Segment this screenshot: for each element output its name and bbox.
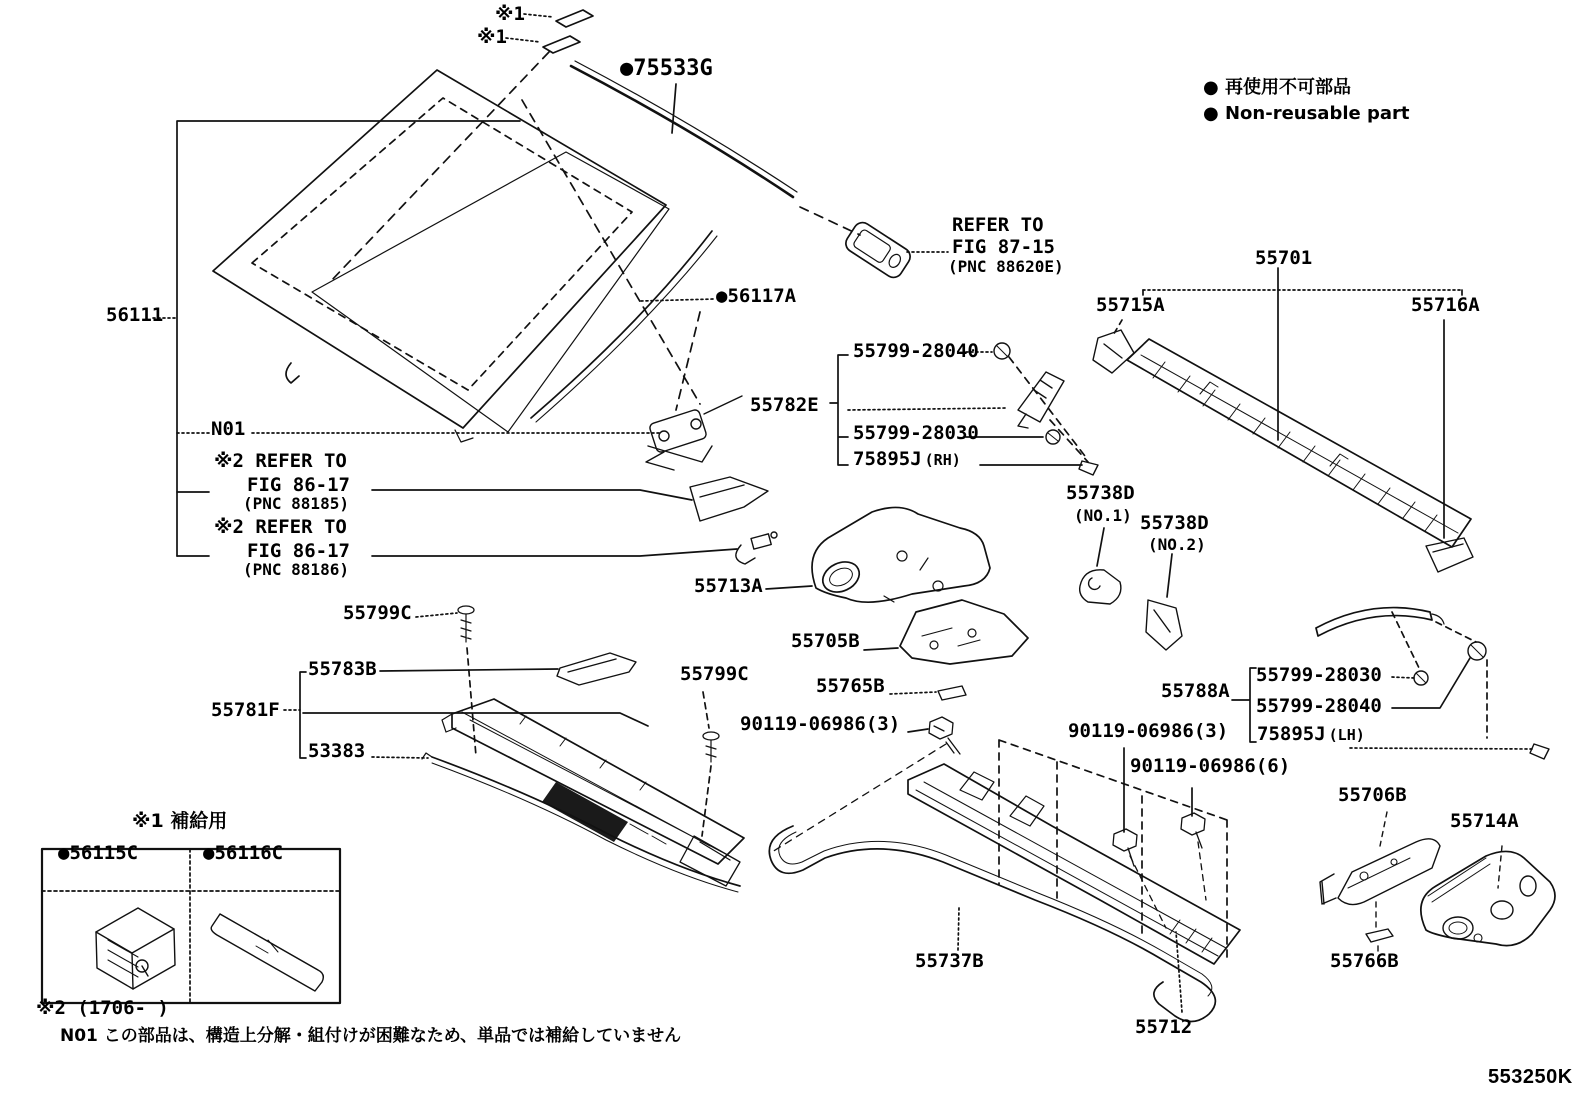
part-label-55799c-1: 55799C xyxy=(343,602,412,624)
part-label-90119-06986-3b: 90119-06986(3) xyxy=(1068,720,1229,742)
legend-nonreusable-en: ● Non-reusable part xyxy=(1203,103,1410,124)
part-label-55738d-no2: 55738D xyxy=(1140,512,1209,534)
supply-box-title: ※1 補給用 xyxy=(132,810,228,832)
bracket-56111-lines xyxy=(153,121,737,556)
part-label-55738d-no2-sub: (NO.2) xyxy=(1148,535,1206,554)
windshield-glass-drawing xyxy=(213,70,669,442)
legend-nonreusable-jp: ● 再使用不可部品 xyxy=(1203,77,1351,98)
part-label-55799-28030-lh: 55799-28030 xyxy=(1256,664,1382,686)
part-label-55738d-no1-sub: (NO.1) xyxy=(1074,506,1132,525)
wiper-link-drawing xyxy=(646,396,742,470)
part-label-56115c: ●56115C xyxy=(58,842,139,864)
part-label-55714a: 55714A xyxy=(1450,810,1519,832)
part-label-53383: 53383 xyxy=(308,740,366,762)
part-label-55713a: 55713A xyxy=(694,575,763,597)
part-label-90119-06986-6: 90119-06986(6) xyxy=(1130,755,1291,777)
strip-55783b-drawing xyxy=(380,653,636,685)
ref-fig8617b-pnc: (PNC 88186) xyxy=(243,560,349,579)
part-number: 75895J xyxy=(1257,723,1326,745)
cowl-side-panel-drawing xyxy=(766,507,990,602)
part-label-55715a: 55715A xyxy=(1096,294,1165,316)
part-label-55781f: 55781F xyxy=(211,699,280,721)
side-suffix-rh: (RH) xyxy=(924,451,961,469)
ref-fig8617b-line1: ※2 REFER TO xyxy=(214,516,347,538)
footnote-n01: N01 この部品は、構造上分解・組付けが困難なため、単品では補給していません xyxy=(60,1026,682,1046)
note-marker-1a: ※1 xyxy=(495,3,525,25)
note-label-n01: N01 xyxy=(211,418,246,440)
ref-fig8715-line1: REFER TO xyxy=(952,214,1044,236)
part-label-55716a: 55716A xyxy=(1411,294,1480,316)
part-label-90119-06986-3a: 90119-06986(3) xyxy=(740,713,901,735)
footnote-star2: ※2 (1706- ) xyxy=(36,997,169,1019)
part-label-55783b: 55783B xyxy=(308,658,377,680)
part-label-75895j-rh xyxy=(853,450,961,470)
part-label-75533g: ●75533G xyxy=(620,56,713,81)
part-label-75895j-lh xyxy=(1257,725,1365,745)
cowl-louver-drawing xyxy=(284,672,744,892)
part-label-55799-28040-rh: 55799-28040 xyxy=(853,340,979,362)
part-label-55706b: 55706B xyxy=(1338,784,1407,806)
side-suffix-lh: (LH) xyxy=(1328,726,1365,744)
part-label-55799-28040-lh: 55799-28040 xyxy=(1256,695,1382,717)
part-label-55738d-no1: 55738D xyxy=(1066,482,1135,504)
part-label-55788a: 55788A xyxy=(1161,680,1230,702)
part-label-55705b: 55705B xyxy=(791,630,860,652)
part-label-55782e: 55782E xyxy=(750,394,819,416)
part-label-55712: 55712 xyxy=(1135,1016,1193,1038)
part-label-55701: 55701 xyxy=(1255,247,1313,269)
part-label-56117a: ●56117A xyxy=(716,285,797,307)
washer-hose-drawing xyxy=(769,826,1215,1022)
cowl-panel-55705b-drawing xyxy=(864,600,1028,664)
sensor-bracket-drawing xyxy=(842,219,948,281)
drawing-number: 553250K xyxy=(1488,1066,1573,1088)
side-panel-drawings xyxy=(1320,812,1555,952)
supply-box-drawing xyxy=(42,849,340,1003)
part-label-55799-28030-rh: 55799-28030 xyxy=(853,422,979,444)
ref-fig8617a-line1: ※2 REFER TO xyxy=(214,450,347,472)
part-label-55737b: 55737B xyxy=(915,950,984,972)
bolt-drawings xyxy=(772,717,1206,928)
moulding-75533g-drawing xyxy=(571,61,797,197)
part-label-56111: 56111 xyxy=(106,304,164,326)
part-label-55766b: 55766B xyxy=(1330,950,1399,972)
part-number: 75895J xyxy=(853,448,922,470)
bracket-55765b-drawing xyxy=(890,686,966,700)
note-marker-1b: ※1 xyxy=(477,26,507,48)
glass-dam-drawing xyxy=(531,231,717,422)
ref-fig8617a-pnc: (PNC 88185) xyxy=(243,494,349,513)
part-label-55765b: 55765B xyxy=(816,675,885,697)
ref-fig8715-pnc: (PNC 88620E) xyxy=(948,257,1064,276)
ref-fig8617a-line2: FIG 86-17 xyxy=(247,474,350,496)
ref-fig8617b-line2: FIG 86-17 xyxy=(247,540,350,562)
part-label-55799c-2: 55799C xyxy=(680,663,749,685)
ref-fig8715-line2: FIG 87-15 xyxy=(952,236,1055,258)
part-label-56116c: ●56116C xyxy=(203,842,284,864)
